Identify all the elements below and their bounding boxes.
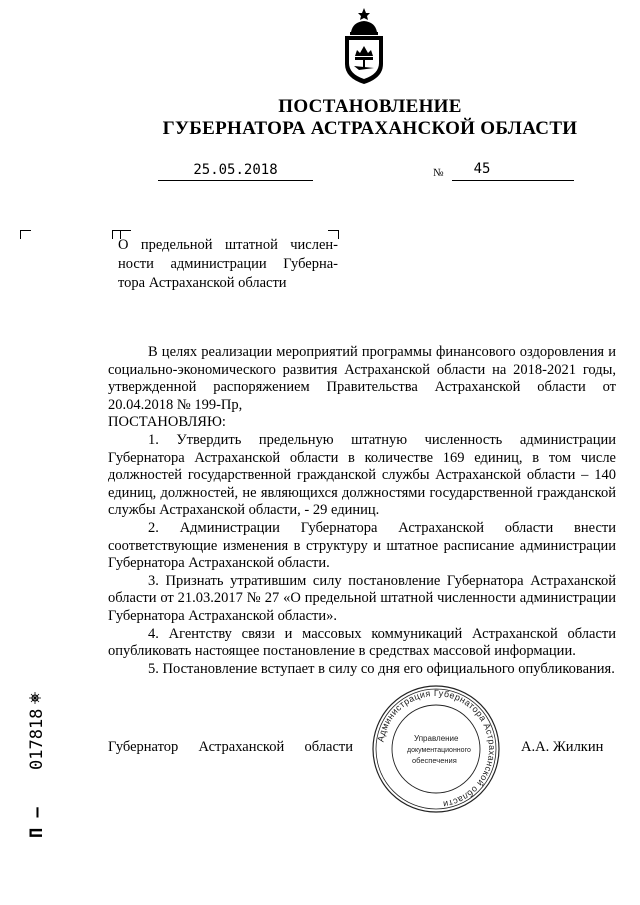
document-body — [108, 344, 616, 678]
clause-3: 3. Признать утратившим силу постановление Губернатора Астраханской области от 21.03.2017 № 27 «О предельной штатной численности администрации Губернатора Астраханской области». — [108, 572, 616, 624]
clause-2: 2. Администрации Губернатора Астраханской области внести соответствующие изменения в структуру и штатное расписание администрации Губернатора Астраханской области. — [108, 519, 616, 572]
document-subtitle: ГУБЕРНАТОРА АСТРАХАНСКОЙ ОБЛАСТИ — [162, 118, 578, 139]
date-underline — [158, 180, 313, 181]
subject-line: ности администрации Губерна- — [118, 256, 338, 272]
number-underline — [452, 180, 574, 181]
intro-paragraph: В целях реализации мероприятий программы финансового оздоровления и социально-экономического развития Астраханской области на 2018-2021 годы, утвержденной распоряжением Правительства Астраханской области от 20.04.2018 № 199-Пр, — [108, 344, 616, 413]
decree-word: ПОСТАНОВЛЯЮ: — [108, 414, 226, 431]
stamp-line: документационного — [407, 747, 471, 754]
document-date: 25.05.2018 — [193, 162, 278, 178]
stamp-line: обеспечения — [412, 756, 457, 765]
subject-line: О предельной штатной числен- — [118, 237, 338, 253]
form-serial-number — [8, 690, 48, 860]
official-stamp — [370, 683, 502, 815]
subject-line: тора Астраханской области — [118, 275, 287, 291]
stamp-line: Управление — [414, 734, 459, 743]
subject-block — [118, 236, 338, 293]
document-number: 45 — [473, 161, 491, 177]
coat-of-arms-emblem — [339, 6, 389, 86]
number-label: № — [433, 167, 444, 179]
clause-5: 5. Постановление вступает в силу со дня его официального опубликования. — [148, 660, 615, 677]
signatory-name: А.А. Жилкин — [521, 739, 604, 755]
serial-prefix: П – — [27, 807, 47, 838]
document-title: ПОСТАНОВЛЕНИЕ — [278, 96, 462, 117]
serial-number: 017818 — [27, 708, 47, 770]
clause-1: 1. Утвердить предельную штатную численность администрации Губернатора Астраханской области в количестве 169 единиц, в том числе должностей государственной гражданской службы Астраханской области – 140 единиц, должностей, не являющихся должностями государственной гражданской службы Астраханской области, - 29 единиц. — [108, 431, 616, 519]
signatory-role: Губернатор Астраханской области — [108, 739, 353, 755]
corner-bracket-left — [20, 230, 31, 239]
clause-4: 4. Агентству связи и массовых коммуникаций Астраханской области опубликовать настоящее постановление в средствах массовой информации. — [108, 625, 616, 660]
stamp-ring-text: Администрация Губернатора Астраханской области — [375, 687, 498, 810]
